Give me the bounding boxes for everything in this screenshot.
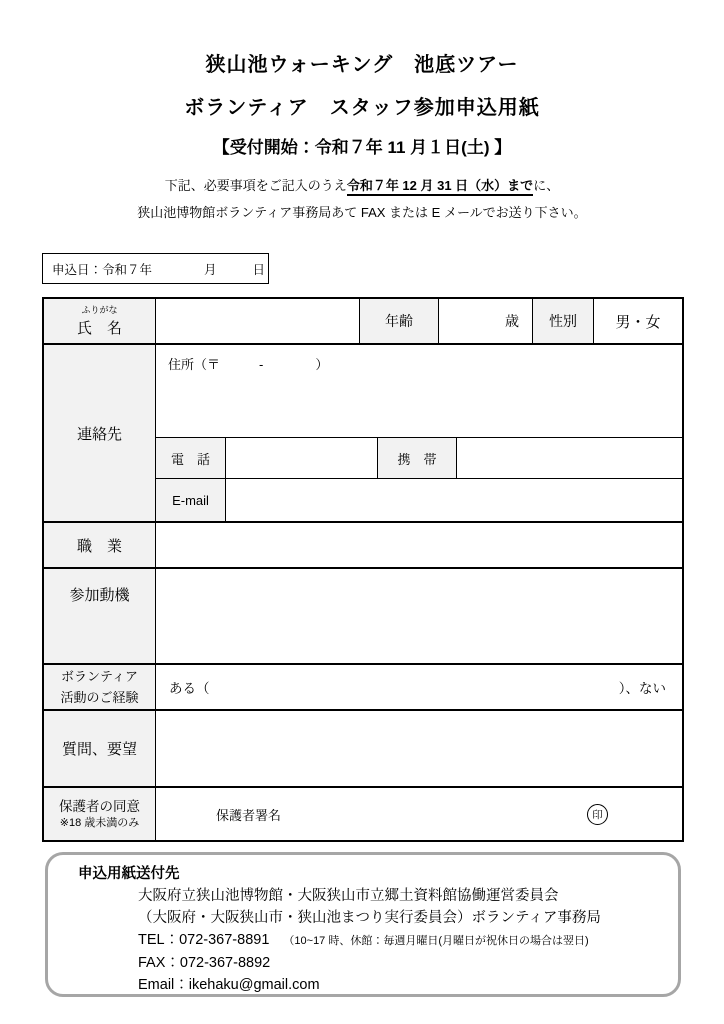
mobile-input-field[interactable] [457,438,682,478]
phone-label: 電 話 [156,438,226,478]
phone-input-field[interactable] [226,438,378,478]
guardian-signature-field[interactable] [156,788,682,840]
month-label: 月 [204,262,217,277]
tel-line [138,929,660,952]
instruction-line2: 狭山池博物館ボランティア事務局あて FAX または E メールでお送り下さい。 [137,205,587,220]
occupation-row [44,523,682,569]
form-title-line1: 狭山池ウォーキング 池底ツアー [205,54,519,76]
application-form-table [42,297,684,842]
motivation-row [44,569,682,665]
fax-line: FAX：072-367-8892 [138,955,271,971]
application-date-label: 申込日：令和７年 [52,262,153,277]
experience-label-line1: ボランティア [61,669,138,684]
experience-label-cell [44,665,156,709]
email-line: Email：ikehaku@gmail.com [138,977,320,993]
seal-mark-icon: 印 [587,804,608,825]
email-row [156,478,682,521]
opening-hours-note: （10~17 時、休館：毎週月曜日(月曜日が祝休日の場合は翌日) [283,935,589,947]
address-input-field[interactable] [156,345,682,437]
deadline-text: 令和７年 12 月 31 日（水）まで [347,178,533,196]
age-unit-label: 歳 [505,313,519,329]
organization-line2: （大阪府・大阪狭山市・狭山池まつり実行委員会）ボランティア事務局 [138,910,601,926]
guardian-signature-label: 保護者署名 [216,807,282,823]
motivation-label: 参加動機 [44,569,156,663]
mobile-label: 携 帯 [378,438,457,478]
reception-start-date: 【受付開始：令和７年 11 月１日(土) 】 [212,138,512,157]
name-row [44,299,682,345]
experience-input-field[interactable] [156,665,682,709]
questions-input-field[interactable] [156,711,682,786]
contact-label: 連絡先 [44,345,156,521]
guardian-label-line2: ※18 歳未満のみ [59,816,140,829]
motivation-input-field[interactable] [156,569,682,663]
name-label: 氏 名 [76,319,122,337]
occupation-input-field[interactable] [156,523,682,567]
organization-line1: 大阪府立狭山池博物館・大阪狭山市立郷土資料館協働運営委員会 [138,888,559,904]
day-label: 日 [252,262,266,277]
instruction-pre-text: 下記、必要事項をご記入のうえ [164,178,347,193]
address-label: 住所（〒 - ） [168,357,329,372]
experience-row [44,665,682,711]
experience-yes-prefix: ある（ [169,681,210,696]
form-title-line2: ボランティア スタッフ参加申込用紙 [184,97,540,119]
submission-address-title: 申込用紙送付先 [78,866,180,882]
name-label-cell [44,299,156,343]
experience-no-suffix: ）、ない [618,681,666,696]
age-input-field[interactable] [439,299,533,343]
application-date-box [42,253,269,284]
questions-row [44,711,682,788]
instruction-post-text: に、 [533,178,560,193]
age-label: 年齢 [360,299,439,343]
tel-number: TEL：072-367-8891 [138,932,270,948]
phone-row [156,437,682,478]
submission-instructions [0,172,724,226]
contact-fields [156,345,682,521]
name-input-field[interactable] [156,299,360,343]
occupation-label: 職 業 [44,523,156,567]
experience-label-line2: 活動のご経験 [60,690,139,705]
guardian-label-line1: 保護者の同意 [59,798,140,814]
gender-options[interactable]: 男・女 [615,313,661,331]
form-header [0,48,724,226]
contact-row [44,345,682,523]
gender-label: 性別 [533,299,594,343]
furigana-label: ふりがな [81,304,118,315]
submission-address-box [45,852,681,997]
guardian-row [44,788,682,840]
guardian-label-cell [44,788,156,840]
email-label: E-mail [156,479,226,521]
email-input-field[interactable] [226,479,682,521]
instruction-line1 [0,172,724,199]
questions-label: 質問、要望 [44,711,156,786]
